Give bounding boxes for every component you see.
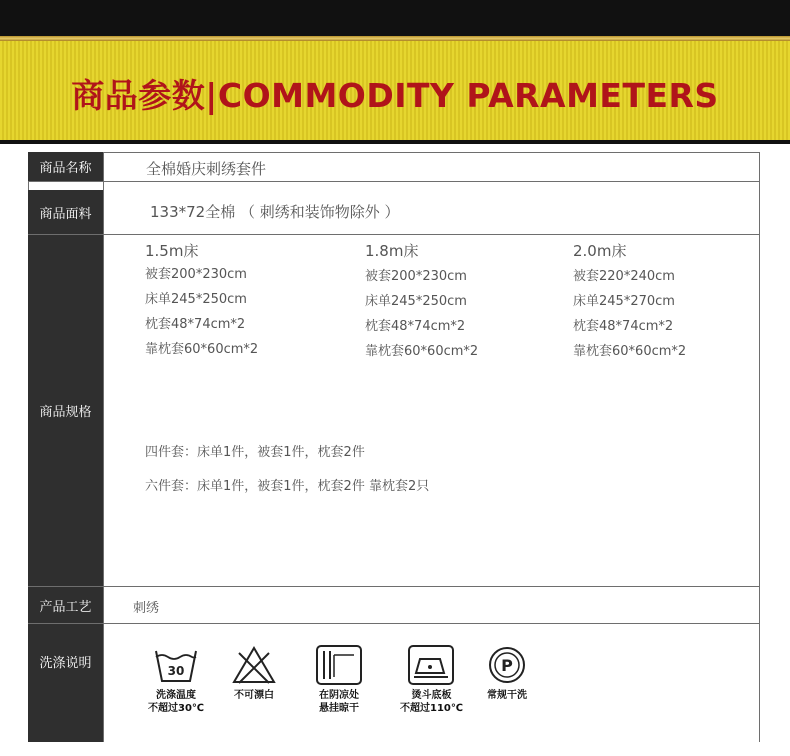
column-divider bbox=[103, 152, 104, 742]
spec-line: 枕套48*74cm*2 bbox=[145, 317, 246, 332]
row-label-name: 商品名称 bbox=[28, 152, 103, 181]
care-caption bbox=[400, 689, 463, 715]
set-description: 四件套：床单1件，被套1件，枕套2件 bbox=[145, 445, 365, 460]
top-bar bbox=[0, 0, 790, 36]
row-divider bbox=[28, 623, 760, 624]
care-caption-line: 不可漂白 bbox=[234, 690, 274, 701]
dry-clean-letter: P bbox=[501, 656, 513, 675]
banner-divider bbox=[0, 140, 790, 144]
wash-temperature-number: 30 bbox=[167, 664, 185, 678]
care-caption bbox=[234, 689, 274, 702]
row-value-name: 全棉婚庆刺绣套件 bbox=[146, 160, 267, 178]
care-caption-line: 不超过30℃ bbox=[148, 703, 205, 714]
spec-column-head: 2.0m床 bbox=[573, 242, 627, 260]
row-value-fabric: 133*72全棉 （ 刺绣和装饰物除外 ） bbox=[150, 203, 400, 221]
spec-line: 床单245*270cm bbox=[573, 294, 675, 309]
care-item bbox=[231, 645, 277, 702]
spec-line: 靠枕套60*60cm*2 bbox=[573, 344, 687, 359]
row-label-craft: 产品工艺 bbox=[28, 587, 103, 623]
wash-30-icon bbox=[153, 645, 199, 685]
care-caption bbox=[148, 689, 204, 715]
spec-line: 枕套48*74cm*2 bbox=[365, 319, 466, 334]
parameter-table bbox=[28, 152, 762, 742]
care-caption bbox=[319, 689, 359, 715]
care-caption bbox=[487, 689, 527, 702]
dry-clean-icon bbox=[484, 645, 530, 685]
care-caption-line: 洗涤温度 bbox=[156, 690, 197, 701]
spec-line: 床单245*250cm bbox=[145, 292, 247, 307]
spec-line: 床单245*250cm bbox=[365, 294, 467, 309]
care-item bbox=[148, 645, 204, 715]
care-caption-line: 在阴凉处 bbox=[319, 690, 359, 701]
set-description: 六件套：床单1件，被套1件，枕套2件 靠枕套2只 bbox=[145, 479, 430, 494]
spec-line: 靠枕套60*60cm*2 bbox=[145, 342, 259, 357]
spec-column-head: 1.5m床 bbox=[145, 242, 199, 260]
care-item bbox=[484, 645, 530, 702]
row-label-wash: 洗涤说明 bbox=[28, 624, 103, 742]
iron-icon bbox=[408, 645, 454, 685]
row-label-spec: 商品规格 bbox=[28, 235, 103, 586]
no-bleach-icon bbox=[231, 645, 277, 685]
row-divider bbox=[28, 586, 760, 587]
spec-line: 被套200*230cm bbox=[365, 269, 467, 284]
spec-line: 被套220*240cm bbox=[573, 269, 675, 284]
row-divider bbox=[28, 181, 760, 182]
spec-line: 枕套48*74cm*2 bbox=[573, 319, 674, 334]
dry-in-shade-icon bbox=[316, 645, 362, 685]
care-caption-line: 烫斗底板 bbox=[411, 690, 452, 701]
row-value-craft: 刺绣 bbox=[133, 601, 160, 616]
care-caption-line: 常规干洗 bbox=[487, 690, 527, 701]
row-divider bbox=[28, 234, 760, 235]
care-caption-line: 不超过110℃ bbox=[400, 703, 463, 714]
spec-line: 被套200*230cm bbox=[145, 267, 247, 282]
care-caption-line: 悬挂晾干 bbox=[319, 703, 359, 714]
care-item bbox=[400, 645, 463, 715]
row-label-fabric: 商品面料 bbox=[28, 190, 103, 234]
spec-line: 靠枕套60*60cm*2 bbox=[365, 344, 479, 359]
page-title: 商品参数|COMMODITY PARAMETERS bbox=[71, 76, 719, 115]
care-item bbox=[316, 645, 362, 715]
spec-column-head: 1.8m床 bbox=[365, 242, 419, 260]
